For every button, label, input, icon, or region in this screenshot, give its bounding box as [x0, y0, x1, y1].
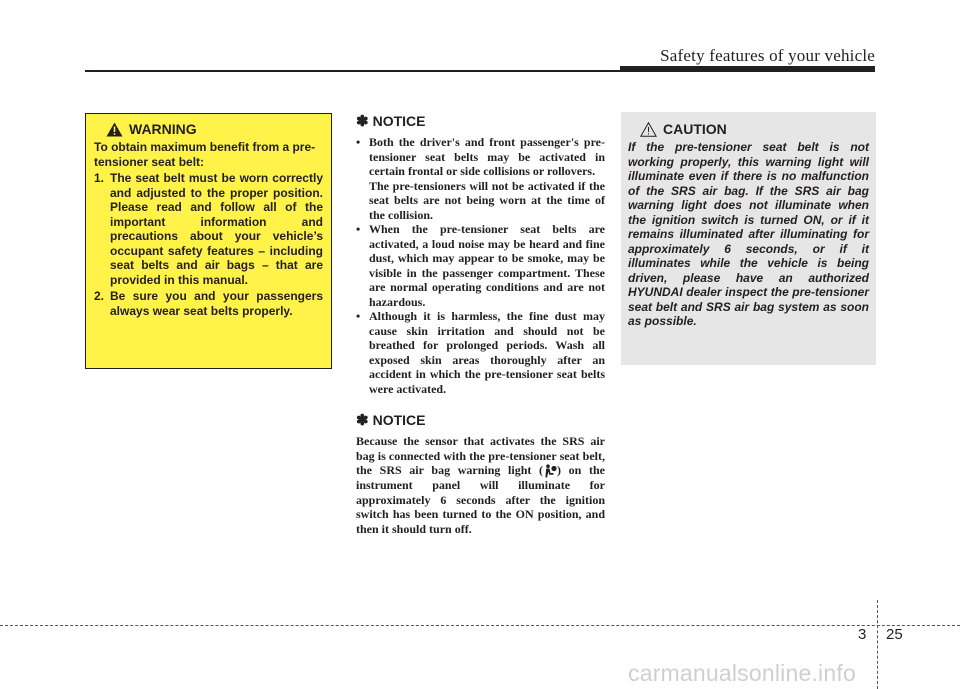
- bullet-text: Although it is harmless, the fine dust may cause skin irritation and should not be breathed for prolonged periods. Wash all exposed skin areas thoroughly after an accident in which the pre-tensioner seat belts were activated.: [369, 309, 605, 396]
- header-rule-thick: [620, 66, 875, 72]
- page-number: 25: [886, 626, 903, 643]
- notice-bullet: [356, 222, 605, 309]
- warning-intro: To obtain maximum benefit from a pre-tensioner seat belt:: [94, 140, 316, 169]
- caution-text: If the pre-tensioner seat belt is not working properly, this warning light will illuminate even if there is no malfunction of the SRS air bag. If the SRS air bag warning light does not illuminate when the ignition switch is turned ON, or if it remains illuminated after illuminating for approximately 6 seconds, or if it illuminates while the vehicle is being driven, please have an authorized HYUNDAI dealer inspect the pre-tensioner seat belt and SRS air bag system as soon as possible.: [628, 140, 869, 328]
- warning-item-text: The seat belt must be worn correctly and adjusted to the proper position. Please read and follow all of the important information and precautions about your vehicle’s occupant safety features – including seat belts and air bags – that are provided in this manual.: [110, 171, 323, 287]
- notice-star-icon: ✽: [356, 412, 369, 429]
- footer-rule: [0, 625, 960, 626]
- watermark: carmanualsonline.info: [628, 660, 856, 686]
- notice-header: [356, 112, 605, 130]
- notice-title: NOTICE: [372, 113, 426, 129]
- airbag-warning-icon: [543, 464, 557, 478]
- footer-divider: [877, 600, 878, 689]
- bullet-text: When the pre-tensioner seat belts are activated, a loud noise may be heard and fine dust, which may appear to be smoke, may be visible in the passenger compartment. These are normal operating conditions and are not hazardous.: [369, 222, 605, 309]
- caution-title: CAUTION: [663, 121, 727, 137]
- warning-title: WARNING: [129, 121, 197, 137]
- notice-text-before-icon: Because the sensor that activates the SRS air bag is connected with the pre-tensioner seat belt, the SRS air bag warning light (: [356, 434, 605, 477]
- bullet-subparagraph: The pre-tensioners will not be activated if the seat belts are not being worn at the time of the collision.: [369, 178, 605, 222]
- notice-paragraph: [356, 434, 605, 536]
- warning-header: [106, 121, 323, 137]
- caution-header: [640, 121, 869, 137]
- bullet-text: Both the driver's and front passenger's pre-tensioner seat belts may be activated in certain frontal or side collisions or rollovers.: [369, 135, 605, 178]
- notice-title: NOTICE: [372, 412, 426, 428]
- warning-item: [94, 171, 323, 287]
- chapter-number: 3: [858, 626, 867, 643]
- bullet-dot: •: [356, 309, 361, 323]
- notice-bullet: [356, 309, 605, 396]
- caution-box: [621, 112, 876, 365]
- notice-star-icon: ✽: [356, 113, 369, 130]
- warning-item-number: 1.: [94, 171, 105, 185]
- caution-triangle-icon: [640, 122, 657, 137]
- warning-item: [94, 289, 323, 318]
- notice-column: [356, 112, 605, 536]
- notice-header-2: [356, 411, 605, 429]
- warning-item-text: Be sure you and your passengers always wear seat belts properly.: [110, 289, 323, 318]
- warning-box: [85, 113, 332, 369]
- bullet-dot: •: [356, 222, 361, 236]
- section-title: Safety features of your vehicle: [660, 46, 875, 65]
- notice-text-after-icon: ) on the instrument panel will illuminate for approximately 6 seconds after the ignition switch has been turned to the ON position, and then it should turn off.: [356, 463, 605, 536]
- warning-triangle-icon: [106, 122, 123, 137]
- warning-item-number: 2.: [94, 289, 105, 303]
- notice-bullet: [356, 135, 605, 179]
- bullet-dot: •: [356, 135, 361, 149]
